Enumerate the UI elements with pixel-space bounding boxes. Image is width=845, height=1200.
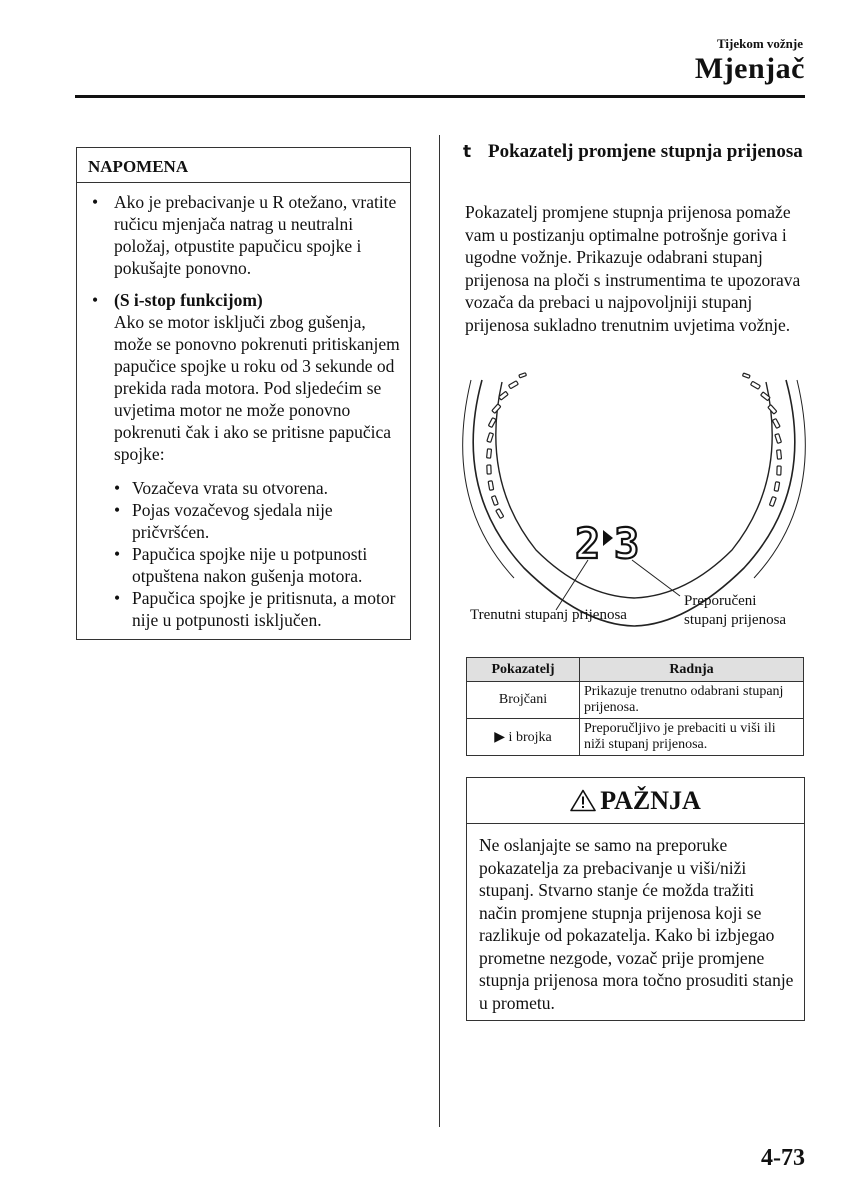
note-title: NAPOMENA xyxy=(77,148,410,183)
table-row xyxy=(467,682,804,719)
indicator-table xyxy=(466,657,804,756)
table-cell-indicator: Brojčani xyxy=(467,682,580,719)
section-marker: t xyxy=(463,142,472,162)
note-item-title: (S i-stop funkcijom) xyxy=(114,290,263,310)
page-number: 4-73 xyxy=(761,1145,805,1171)
condition-item: • Vozačeva vrata su otvorena. xyxy=(114,477,402,499)
note-item xyxy=(77,191,402,279)
note-item-text: Ako se motor isključi zbog gušenja, može se ponovno pokrenuti pritiskanjem papučice spojke u roku od 3 sekunde od prekida rada motora. Pod sljedećim se uvjetima motor ne može ponovno pokrenuti čak i ako se pritisne papučica spojke: xyxy=(114,312,400,464)
gear-indicator-figure xyxy=(462,370,807,635)
caution-text: Ne oslanjajte se samo na preporuke pokazatelja za prebacivanje u viši/niži stupanj. Stvarno stanje će možda tražiti način promjene stupnja prijenosa koji se razlikuje od pokazatelja. Kako bi izbjegao prometne nezgode, vozač prije promjene stupnja prijenosa mora točno prosuditi stanje u prometu. xyxy=(479,835,794,1013)
condition-item: • Papučica spojke je pritisnuta, a motor nije u potpunosti isključen. xyxy=(114,587,402,631)
leader-line-recommended xyxy=(632,560,680,596)
section-intro: Pokazatelj promjene stupnja prijenosa pomaže vam u postizanju optimalne potrošnje goriva i ugodne vožnje. Prikazuje odabrani stupanj prijenosa na ploči s instrumentima te upozorava vozača da prebaci u najpovoljniji stupanj prijenosa sukladno trenutnim uvjetima vožnje. xyxy=(465,202,801,335)
note-box xyxy=(76,147,411,640)
recommended-gear-digit: 3 xyxy=(614,519,640,568)
note-list xyxy=(77,183,410,631)
caution-header xyxy=(467,778,804,824)
table-row xyxy=(467,719,804,756)
table-header-row xyxy=(467,658,804,682)
condition-item: • Papučica spojke nije u potpunosti otpuštena nakon gušenja motora. xyxy=(114,543,402,587)
table-cell-action: Preporučljivo je prebaciti u viši ili niži stupanj prijenosa. xyxy=(580,719,804,756)
label-recommended-gear xyxy=(684,592,814,630)
note-item-text: Ako je prebacivanje u R otežano, vratite ručicu mjenjača natrag u neutralni položaj, otpustite papučicu spojke i pokušajte ponovno. xyxy=(114,192,397,278)
label-recommended-line2: stupanj prijenosa xyxy=(684,612,787,628)
section-heading-text: Pokazatelj promjene stupnja prijenosa xyxy=(488,141,803,162)
condition-list xyxy=(114,477,402,631)
note-item xyxy=(77,289,402,631)
table-header: Radnja xyxy=(580,658,804,682)
current-gear-digit: 2 xyxy=(575,519,601,568)
shift-arrow-icon xyxy=(603,530,613,546)
warning-triangle-icon xyxy=(570,789,596,812)
page-title: Mjenjač xyxy=(694,52,805,85)
table-header: Pokazatelj xyxy=(467,658,580,682)
caution-title: PAŽNJA xyxy=(600,786,701,815)
section-heading xyxy=(463,140,803,164)
label-recommended-line1: Preporučeni xyxy=(684,593,757,609)
label-current-gear: Trenutni stupanj prijenosa xyxy=(470,607,627,623)
column-divider xyxy=(439,135,440,1127)
table-cell-indicator: ▶ i brojka xyxy=(467,719,580,756)
table-cell-action: Prikazuje trenutno odabrani stupanj prijenosa. xyxy=(580,682,804,719)
header-rule xyxy=(75,95,805,98)
caution-box xyxy=(466,777,805,1021)
header-section: Tijekom vožnje xyxy=(716,36,803,51)
condition-item: • Pojas vozačevog sjedala nije pričvršćen. xyxy=(114,499,402,543)
